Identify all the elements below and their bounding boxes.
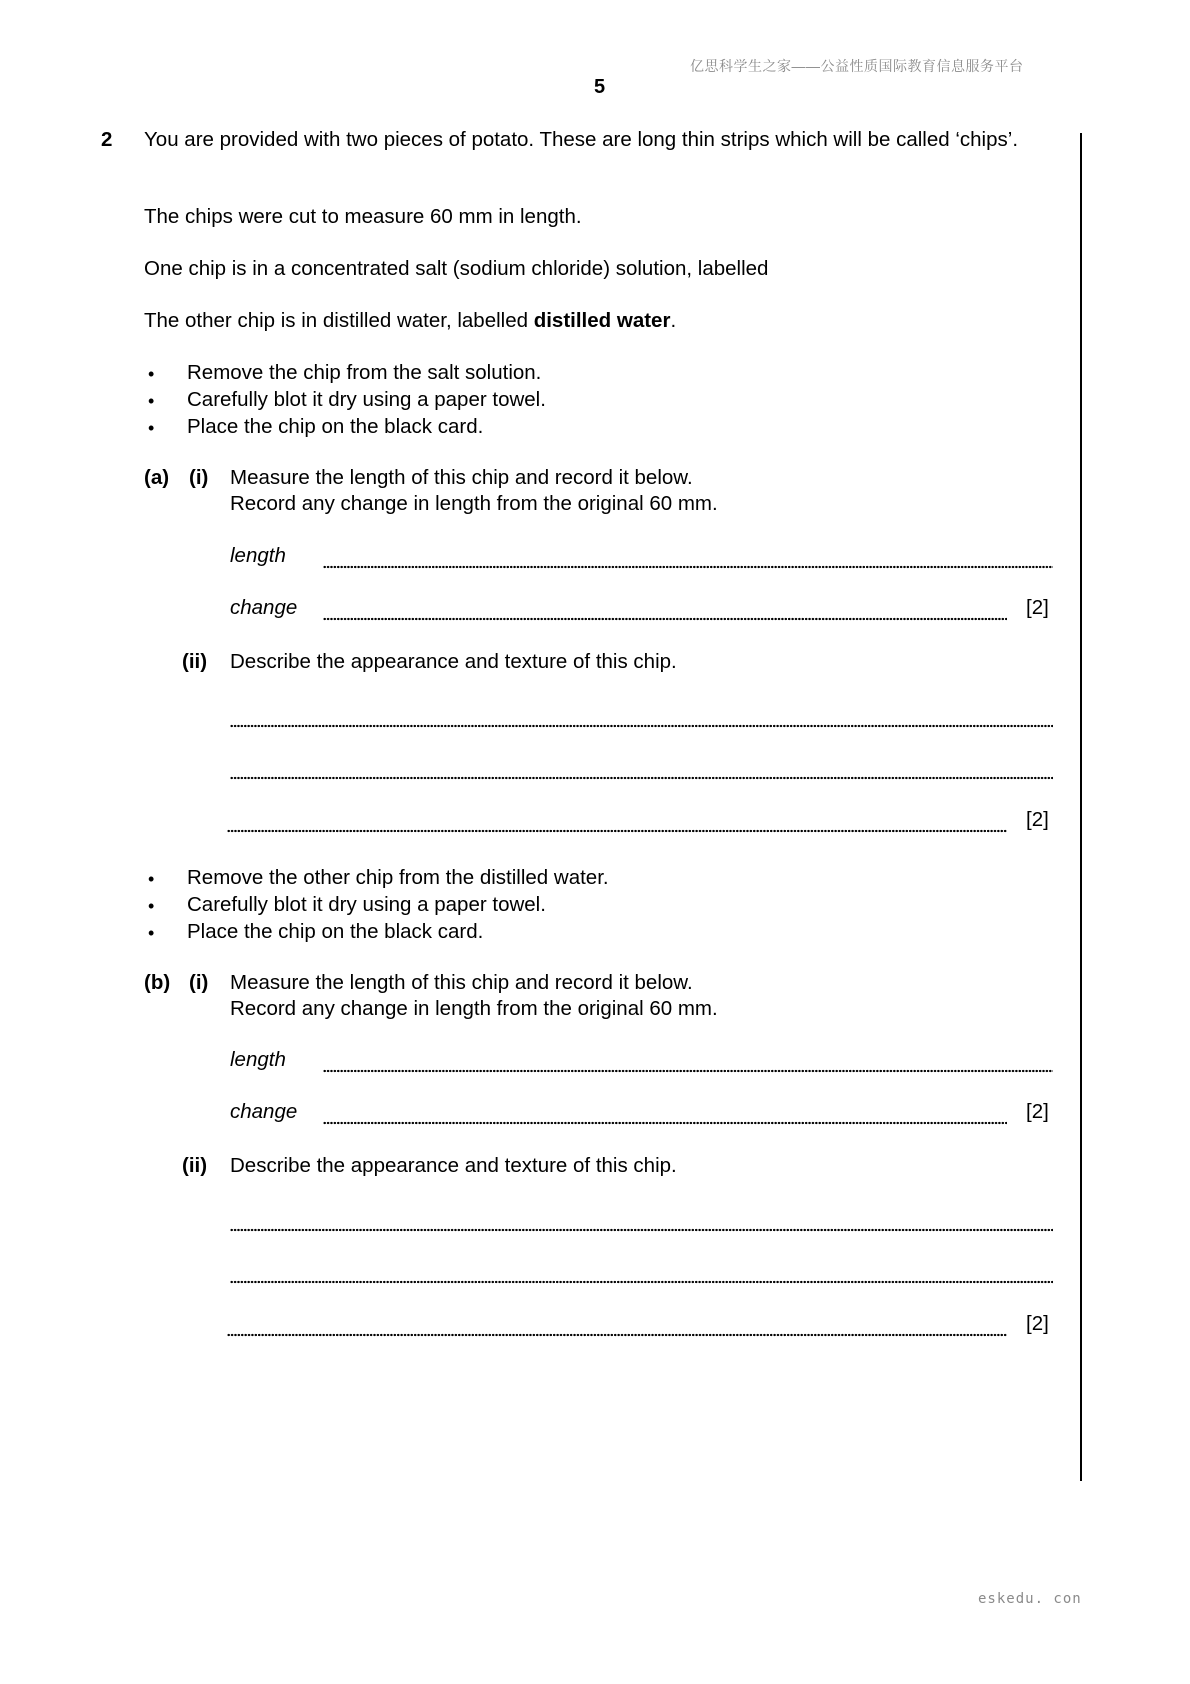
part-b-length-answer-line[interactable] (323, 1069, 1053, 1073)
part-b-length-label: length (230, 1048, 286, 1071)
part-a-length-label: length (230, 544, 286, 567)
bullet-a-2: Carefully blot it dry using a paper towel. (187, 388, 546, 411)
question-number: 2 (101, 128, 113, 151)
part-b-ii-answer-line-1[interactable] (230, 1228, 1053, 1232)
part-b-ii-label: (ii) (182, 1154, 208, 1177)
bullet-icon: • (148, 364, 155, 384)
paragraph-chip-length: The chips were cut to measure 60 mm in length. (144, 205, 582, 228)
bullet-icon: • (148, 923, 155, 943)
bullet-a-3: Place the chip on the black card. (187, 415, 484, 438)
question-intro: You are provided with two pieces of potato. These are long thin strips which will be called ‘chips’. (144, 128, 1019, 151)
bullet-icon: • (148, 391, 155, 411)
part-a-ii-prompt: Describe the appearance and texture of this chip. (230, 650, 677, 673)
part-b-label: (b) (144, 971, 171, 994)
margin-rule (1080, 133, 1082, 1481)
part-a-change-answer-line[interactable] (323, 617, 1007, 621)
page-number: 5 (594, 76, 606, 98)
part-a-ii-answer-line-1[interactable] (230, 724, 1053, 728)
part-a-i-line1: Measure the length of this chip and record it below. (230, 466, 693, 489)
footer-site-text: eskedu. con (978, 1591, 1082, 1607)
part-b-i-marks: [2] (1026, 1100, 1049, 1123)
part-b-i-line2: Record any change in length from the original 60 mm. (230, 997, 718, 1020)
part-a-length-answer-line[interactable] (323, 565, 1053, 569)
part-b-ii-marks: [2] (1026, 1312, 1049, 1335)
paragraph-salt-solution: One chip is in a concentrated salt (sodium chloride) solution, labelled (144, 257, 769, 280)
part-a-ii-answer-line-2[interactable] (230, 776, 1053, 780)
part-a-i-line2: Record any change in length from the original 60 mm. (230, 492, 718, 515)
part-b-ii-answer-line-2[interactable] (230, 1280, 1053, 1284)
distilled-prefix: The other chip is in distilled water, labelled (144, 309, 534, 332)
part-a-i-marks: [2] (1026, 596, 1049, 619)
part-b-change-answer-line[interactable] (323, 1121, 1007, 1125)
part-b-ii-answer-line-3[interactable] (227, 1333, 1007, 1337)
bullet-icon: • (148, 869, 155, 889)
part-b-i-label: (i) (189, 971, 209, 994)
bullet-b-2: Carefully blot it dry using a paper towel. (187, 893, 546, 916)
header-site-text: 亿思科学生之家——公益性质国际教育信息服务平台 (690, 58, 1024, 74)
bullet-b-1: Remove the other chip from the distilled water. (187, 866, 609, 889)
part-a-ii-answer-line-3[interactable] (227, 829, 1007, 833)
part-a-change-label: change (230, 596, 298, 619)
part-a-ii-label: (ii) (182, 650, 208, 673)
part-a-i-label: (i) (189, 466, 209, 489)
distilled-suffix: . (670, 309, 677, 332)
distilled-bold-label: distilled water (533, 309, 671, 332)
part-b-i-line1: Measure the length of this chip and record it below. (230, 971, 693, 994)
part-a-label: (a) (144, 466, 170, 489)
bullet-icon: • (148, 896, 155, 916)
bullet-icon: • (148, 418, 155, 438)
part-b-change-label: change (230, 1100, 298, 1123)
paragraph-distilled-water (144, 309, 676, 333)
bullet-a-1: Remove the chip from the salt solution. (187, 361, 542, 384)
part-b-ii-prompt: Describe the appearance and texture of this chip. (230, 1154, 677, 1177)
bullet-b-3: Place the chip on the black card. (187, 920, 484, 943)
part-a-ii-marks: [2] (1026, 808, 1049, 831)
